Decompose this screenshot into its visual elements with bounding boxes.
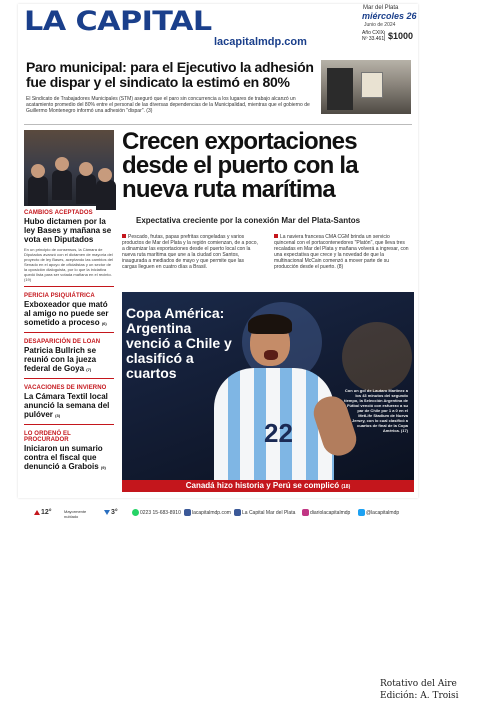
masthead — [18, 4, 418, 50]
top-story-headline[interactable]: Paro municipal: para el Ejecutivo la adhesión fue dispar y el sindicato la estimó en 80% — [26, 59, 314, 90]
instagram-text: diariolacapitalmdp — [310, 509, 351, 516]
sports-headline-rest: Argentina venció a Chile y clasificó a cuartos — [126, 320, 232, 381]
sports-headline-lead: Copa América: — [126, 305, 225, 321]
whatsapp-icon — [132, 509, 139, 516]
sports-headline[interactable] — [126, 306, 236, 381]
credit-block — [380, 678, 459, 702]
footer-bar — [24, 507, 414, 519]
sports-banner-page: (18) — [341, 484, 351, 490]
brief-headline-text: La Cámara Textil local anunció la semana del pulóver — [24, 392, 110, 419]
weather-forecast: Mayormente nublado — [64, 509, 87, 519]
brief-item[interactable] — [24, 378, 114, 420]
main-subhead: Expectativa creciente por la conexión Mar del Plata-Santos — [136, 216, 361, 225]
masthead-day: miércoles 26 — [362, 11, 417, 21]
temp-up-icon — [34, 510, 40, 515]
left-body: En un principio de consensos, la Cámara de Diputados avanzó con el dictamen de mayoría del proyecto de ley Bases, aceptando las cambios del Senado en el apoyo de oficialistas y un sector de la oposición dialoguista, por lo que la iniciativa quedó lista para ser votada mañana en el recinto. (19) — [24, 247, 113, 282]
sports-photo[interactable] — [122, 292, 414, 480]
figure-body — [76, 174, 96, 204]
brief-kicker: LO ORDENÓ EL PROCURADOR — [24, 431, 71, 443]
photo-sign — [361, 72, 383, 98]
instagram-link[interactable] — [302, 509, 350, 516]
brief-item[interactable] — [24, 332, 114, 374]
left-headline[interactable]: Hubo dictamen por la ley Bases y mañana se vota en Diputados — [24, 217, 112, 244]
facebook-page-text: La Capital Mar del Plata — [242, 509, 296, 516]
twitter-text: @lacapitalmdp — [366, 509, 400, 516]
figure-body — [52, 170, 72, 200]
facebook-link[interactable] — [184, 509, 231, 516]
price: $1000 — [384, 31, 413, 41]
temp-min-value: 3° — [111, 509, 118, 516]
whatsapp-text: 0223 15-683-8910 — [140, 509, 181, 516]
brief-item[interactable] — [24, 286, 114, 328]
sports-caption: Con un gol de Lautaro Martínez a los 43 minutos del segundo tiempo, la Selección Argentina de Fútbol venció con esfuerzo a su par de Chile por 1 a 0 en el MetLife Stadium de Nueva Jersey, con lo cual clasificó a cuartos de final de la Copa América. (17) — [344, 388, 408, 433]
jersey-number: 22 — [264, 418, 293, 448]
credit-line-1: Rotativo del Aire — [380, 679, 457, 689]
brief-headline[interactable] — [24, 300, 114, 328]
brief-page: (9) — [100, 465, 106, 470]
temp-down-icon — [104, 510, 110, 515]
main-headline[interactable]: Crecen exportaciones desde el puerto con la nueva ruta marítima — [122, 128, 358, 203]
section-kicker: CAMBIOS ACEPTADOS — [24, 210, 93, 216]
bullet-square-icon — [274, 234, 278, 238]
facebook-page-link[interactable] — [234, 509, 295, 516]
temp-max-value: 12° — [41, 509, 52, 516]
brief-kicker: DESAPARICIÓN DE LOAN — [24, 339, 101, 345]
credit-line-2: Edición: A. Troisi — [380, 691, 459, 701]
main-column-1 — [122, 234, 260, 270]
section-divider — [24, 124, 412, 125]
instagram-icon — [302, 509, 309, 516]
player-mouth — [264, 350, 278, 360]
figure-head — [98, 168, 112, 182]
brief-headline-text: Exboxeador que mató al amigo no puede ser sometido a proceso — [24, 300, 109, 327]
weather-min — [104, 509, 118, 516]
stadium-light — [342, 322, 412, 392]
figure-body — [28, 176, 48, 206]
bullet-square-icon — [122, 234, 126, 238]
brief-headline-text: Patricia Bullrich se reunió con la jueza federal de Goya — [24, 346, 97, 373]
issue-info — [362, 30, 384, 42]
newspaper-front-page — [18, 4, 418, 519]
sports-banner-text: Canadá hizo historia y Perú se complicó — [185, 481, 340, 490]
left-column — [24, 130, 114, 472]
main-column-2 — [274, 234, 412, 270]
weather-max — [34, 509, 52, 516]
masthead-date: Junio de 2024 — [364, 22, 396, 28]
whatsapp-link[interactable] — [132, 509, 181, 516]
newspaper-logo: LA CAPITAL — [24, 6, 212, 37]
facebook-text: lacapitalmdp.com — [192, 509, 231, 516]
figure-head — [31, 164, 45, 178]
brief-kicker: PERICIA PSIQUIÁTRICA — [24, 293, 95, 299]
issue-number: Nº 33.461 — [362, 36, 385, 42]
brief-page: (3) — [55, 413, 61, 418]
issue-year: Año CXIX — [362, 30, 384, 36]
top-story-photo — [321, 60, 411, 114]
top-story-body: El Sindicato de Trabajadores Municipales (STM) aseguró que el paro sin concurrencia a los lugares de trabajo alcanzó un acatamiento promedio del 80% entre el personal de las diversas dependencias de la Municipalidad, mientras que el gobierno de Guillermo Montenegro informó una adhesión "dispar". (3) — [26, 96, 310, 114]
player-hair — [248, 314, 292, 334]
brief-headline[interactable] — [24, 444, 114, 472]
sports-banner[interactable] — [122, 480, 414, 492]
brief-headline[interactable] — [24, 392, 114, 420]
brief-page: (7) — [86, 367, 92, 372]
brief-page: (6) — [101, 321, 107, 326]
figure-head — [55, 157, 69, 171]
facebook-icon — [184, 509, 191, 516]
brief-kicker: VACACIONES DE INVIERNO — [24, 385, 107, 391]
top-story[interactable] — [26, 60, 318, 114]
figure-body — [96, 180, 116, 210]
photo-door — [327, 68, 353, 110]
brief-item[interactable] — [24, 424, 114, 472]
deputies-photo — [24, 130, 114, 206]
site-url[interactable]: lacapitalmdp.com — [214, 36, 307, 48]
twitter-icon — [358, 509, 365, 516]
main-column-1-text: Pescado, frutas, papas prefritas congeladas y varios productos de Mar del Plata y la región comienzan, de a poco, a dinamizar las exportaciones desde el puerto local con la nueva ruta marítima que une a la ciudad con Santos, inaugurada a mediados de mayo y que permite que las cargas lleguen en cuatro días a Brasil. — [122, 234, 258, 270]
facebook-icon — [234, 509, 241, 516]
figure-head — [79, 162, 93, 176]
main-column-2-text: La naviera francesa CMA CGM brinda un servicio quincenal con el portacontenedores "Platón", que lleva tres recaladas en Mar del Plata y mañana volverá a ingresar, con una expectativa que crece y la novedad de que la multinacional McCain comenzó a mover parte de su producción desde el puerto. (8) — [274, 234, 409, 270]
brief-headline[interactable] — [24, 346, 114, 374]
twitter-link[interactable] — [358, 509, 399, 516]
masthead-city: Mar del Plata — [363, 5, 399, 11]
brief-headline-text: Iniciaron un sumario contra el fiscal que denunció a Grabois — [24, 444, 103, 471]
